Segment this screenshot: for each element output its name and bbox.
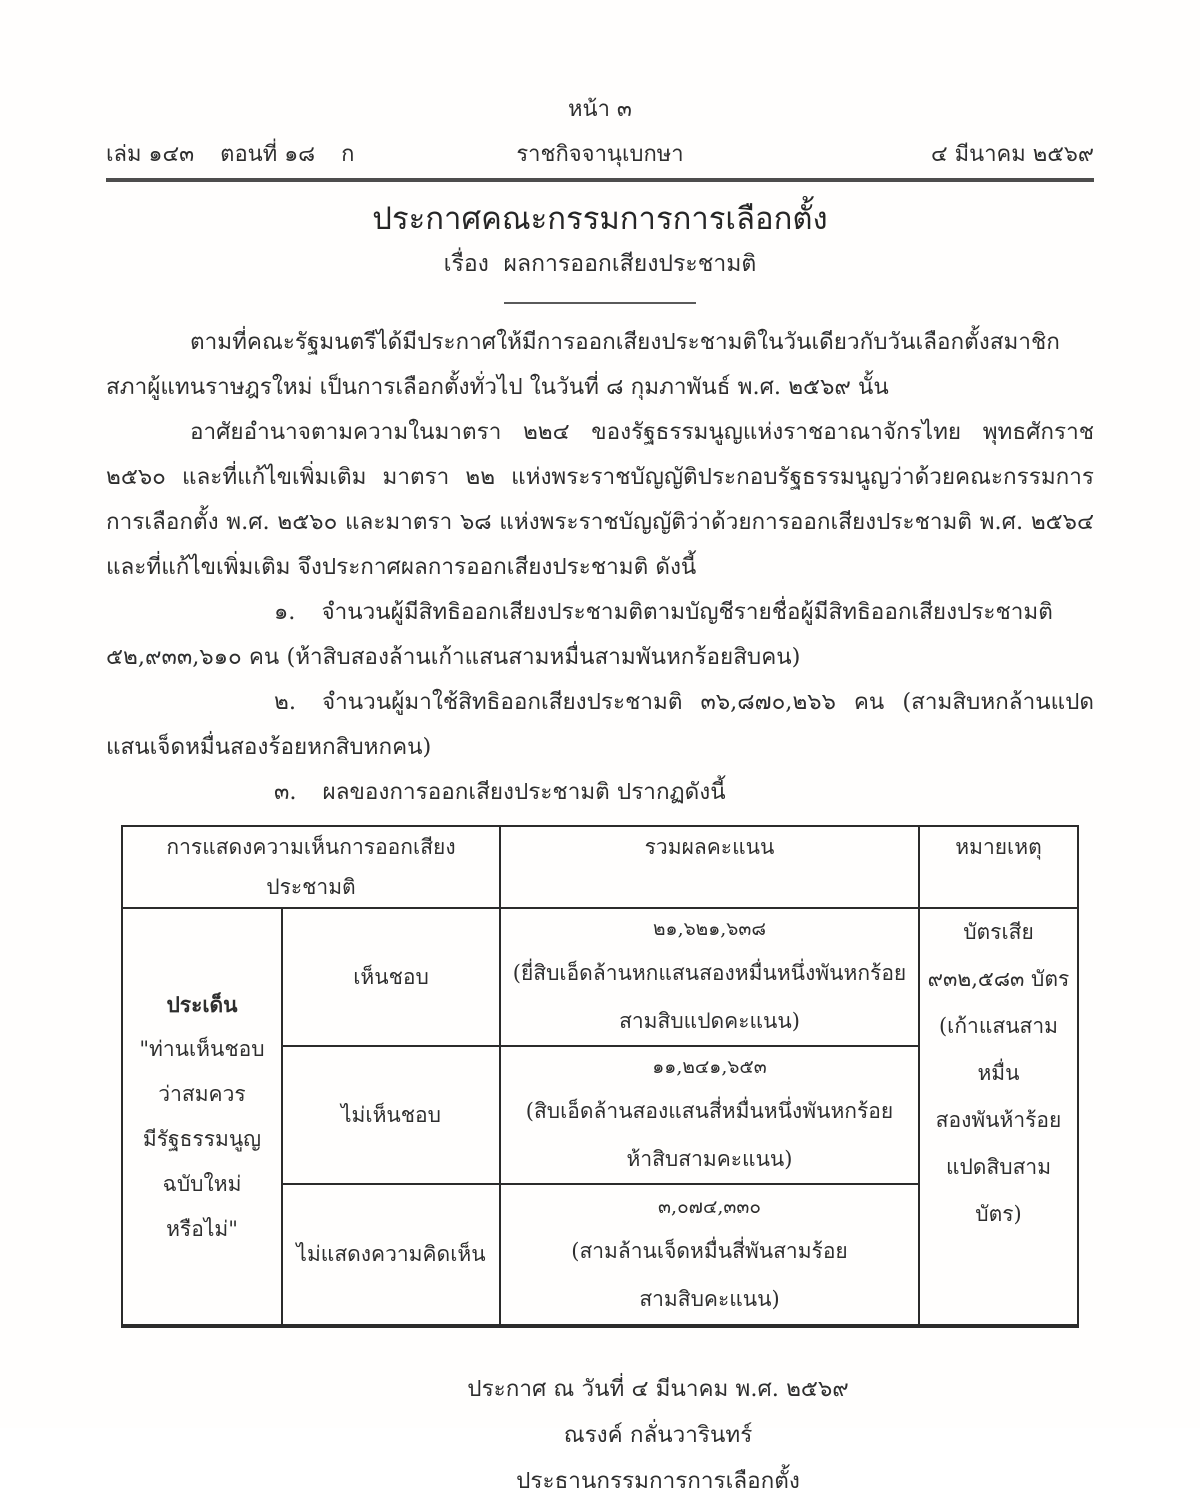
signer-name: ณรงค์ กลั่นวารินทร์ (563, 1422, 753, 1448)
masthead-rule (106, 178, 1094, 182)
score-disapprove (500, 1046, 919, 1184)
volume-label: เล่ม ๑๔๓ (106, 142, 195, 167)
choice-disapprove: ไม่เห็นชอบ (282, 1046, 500, 1184)
masthead-date: ๔ มีนาคม ๒๕๖๙ (931, 142, 1094, 167)
score-approve-text-line1: (ยี่สิบเอ็ดล้านหกแสนสองหมื่นหนึ่งพันหกร้อย (512, 961, 907, 985)
item-turnout (106, 680, 1094, 770)
table-row-approve (122, 908, 1078, 1046)
document-body (106, 320, 1094, 815)
score-no-opinion (500, 1184, 919, 1326)
referendum-results-table (121, 825, 1079, 1328)
issue-question-line: ว่าสมควร (158, 1081, 246, 1106)
remark-line: (เก้าแสนสามหมื่น (938, 1014, 1059, 1085)
remark-cell (919, 908, 1078, 1326)
choice-approve: เห็นชอบ (282, 908, 500, 1046)
masthead-left (106, 136, 354, 171)
item-text: ผลของการออกเสียงประชามติ ปรากฏดังนี้ (322, 779, 726, 805)
document-title: ประกาศคณะกรรมการการเลือกตั้ง (372, 201, 828, 237)
column-header-remark: หมายเหตุ (919, 826, 1078, 908)
title-divider (504, 302, 696, 304)
issue-question-line: "ท่านเห็นชอบ (139, 1036, 265, 1061)
score-approve (500, 908, 919, 1046)
score-approve-number: ๒๑,๖๒๑,๖๓๘ (652, 918, 767, 940)
closing-block (164, 1366, 1152, 1504)
issue-question-line: ฉบับใหม่ (162, 1171, 242, 1196)
issue-question-line: มีรัฐธรรมนูญ (142, 1126, 262, 1151)
score-no-opinion-number: ๓,๐๗๔,๓๓๐ (658, 1195, 761, 1218)
remark-line: สองพันห้าร้อย (935, 1108, 1062, 1132)
book-section-label: ก (341, 142, 355, 167)
item-results-intro (106, 770, 1094, 815)
item-number: ๓. (274, 779, 297, 805)
page-number-label: หน้า ๓ (568, 97, 632, 122)
score-disapprove-number: ๑๑,๒๔๑,๖๕๓ (652, 1056, 767, 1078)
issue-label: ประเด็น (166, 991, 238, 1017)
issue-cell (122, 908, 282, 1326)
column-header-total: รวมผลคะแนน (500, 826, 919, 908)
score-disapprove-text-line1: (สิบเอ็ดล้านสองแสนสี่หมื่นหนึ่งพันหกร้อย (525, 1099, 894, 1123)
item-text: จำนวนผู้มาใช้สิทธิออกเสียงประชามติ ๓๖,๘๗๐,๒๖๖ คน (สามสิบหกล้านแปดแสนเจ็ดหมื่นสองร้อยหกสิบหกคน) (106, 689, 1094, 760)
score-no-opinion-text-line1: (สามล้านเจ็ดหมื่นสี่พันสามร้อย (571, 1238, 848, 1263)
choice-no-opinion: ไม่แสดงความคิดเห็น (282, 1184, 500, 1326)
column-header-opinion-line2: ประชามติ (266, 875, 356, 899)
paragraph-preamble: ตามที่คณะรัฐมนตรีได้มีประกาศให้มีการออกเสียงประชามติในวันเดียวกับวันเลือกตั้งสมาชิกสภาผู้แทนราษฎรใหม่ เป็นการเลือกตั้งทั่วไป ในวันที่ ๘ กุมภาพันธ์ พ.ศ. ๒๕๖๙ นั้น (106, 329, 1060, 400)
signer-position: ประธานกรรมการการเลือกตั้ง (516, 1468, 800, 1494)
remark-line: บัตรเสีย (963, 920, 1034, 944)
column-header-opinion (122, 826, 500, 908)
gazette-name: ราชกิจจานุเบกษา (516, 142, 684, 167)
item-text: จำนวนผู้มีสิทธิออกเสียงประชามติตามบัญชีรายชื่อผู้มีสิทธิออกเสียงประชามติ ๕๒,๙๓๓,๖๑๐ คน (ห้าสิบสองล้านเก้าแสนสามหมื่นสามพันหกร้อยสิบคน) (106, 599, 1053, 670)
issue-question-line: หรือไม่" (166, 1216, 238, 1241)
remark-line: แปดสิบสามบัตร) (945, 1155, 1052, 1226)
column-header-opinion-line1: การแสดงความเห็นการออกเสียง (166, 835, 456, 859)
closing-date-line: ประกาศ ณ วันที่ ๔ มีนาคม พ.ศ. ๒๕๖๙ (467, 1376, 849, 1402)
item-eligible-voters (106, 590, 1094, 680)
table-header-row (122, 826, 1078, 908)
masthead (106, 136, 1094, 174)
score-no-opinion-text-line2: สามสิบคะแนน) (639, 1286, 780, 1311)
paragraph-authority: อาศัยอำนาจตามความในมาตรา ๒๒๔ ของรัฐธรรมนูญแห่งราชอาณาจักรไทย พุทธศักราช ๒๕๖๐ และที่แก้ไขเพิ่มเติม มาตรา ๒๒ แห่งพระราชบัญญัติประกอบรัฐธรรมนูญว่าด้วยคณะกรรมการการเลือกตั้ง พ.ศ. ๒๕๖๐ และมาตรา ๖๘ แห่งพระราชบัญญัติว่าด้วยการออกเสียงประชามติ พ.ศ. ๒๕๖๔ และที่แก้ไขเพิ่มเติม จึงประกาศผลการออกเสียงประชามติ ดังนี้ (106, 419, 1094, 580)
item-number: ๑. (274, 599, 296, 625)
document-subject: เรื่อง ผลการออกเสียงประชามติ (443, 251, 757, 277)
remark-line: ๙๓๒,๕๘๓ บัตร (927, 967, 1070, 991)
score-approve-text-line2: สามสิบแปดคะแนน) (619, 1009, 800, 1033)
score-disapprove-text-line2: ห้าสิบสามคะแนน) (626, 1147, 793, 1171)
part-label: ตอนที่ ๑๘ (220, 142, 316, 167)
item-number: ๒. (274, 689, 296, 715)
